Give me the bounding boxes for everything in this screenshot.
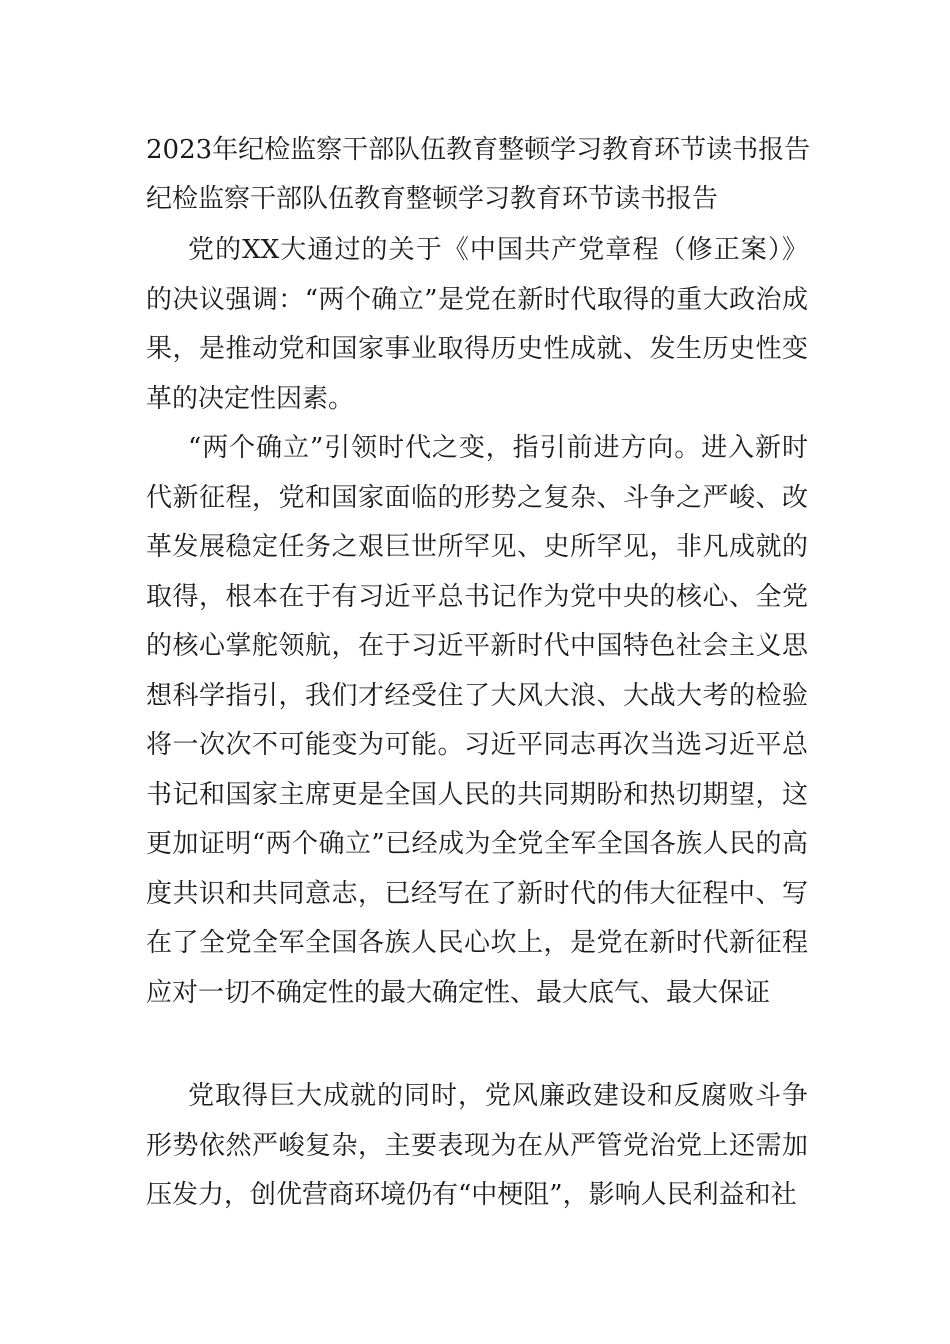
document-subtitle: 纪检监察干部队伍教育整顿学习教育环节读书报告 xyxy=(146,184,719,214)
paragraph-3: 党取得巨大成就的同时，党风廉政建设和反腐败斗争形势依然严峻复杂，主要表现为在从严管党治党上还需加压发力，创优营商环境仍有“中梗阻”，影响人民利益和社 xyxy=(146,1081,808,1210)
paragraph-1: 党的XX大通过的关于《中国共产党章程（修正案）》的决议强调：“两个确立”是党在新时代取得的重大政治成果，是推动党和国家事业取得历史性成就、发生历史性变革的决定性因素。 xyxy=(146,235,808,414)
paragraph-2: “两个确立”引领时代之变，指引前进方向。进入新时代新征程，党和国家面临的形势之复杂、斗争之严峻、改革发展稳定任务之艰巨世所罕见、史所罕见，非凡成就的取得，根本在于有习近平总书记作为党中央的核心、全党的核心掌舵领航，在于习近平新时代中国特色社会主义思想科学指引，我们才经受住了大风大浪、大战大考的检验将一次次不可能变为可能。习近平同志再次当选习近平总书记和国家主席更是全国人民的共同期盼和热切期望，这更加证明“两个确立”已经成为全党全军全国各族人民的高度共识和共同意志，已经写在了新时代的伟大征程中、写在了全党全军全国各族人民心坎上，是党在新时代新征程应对一切不确定性的最大确定性、最大底气、最大保证 xyxy=(146,433,808,1008)
document-title: 2023年纪检监察干部队伍教育整顿学习教育环节读书报告 xyxy=(146,135,811,165)
